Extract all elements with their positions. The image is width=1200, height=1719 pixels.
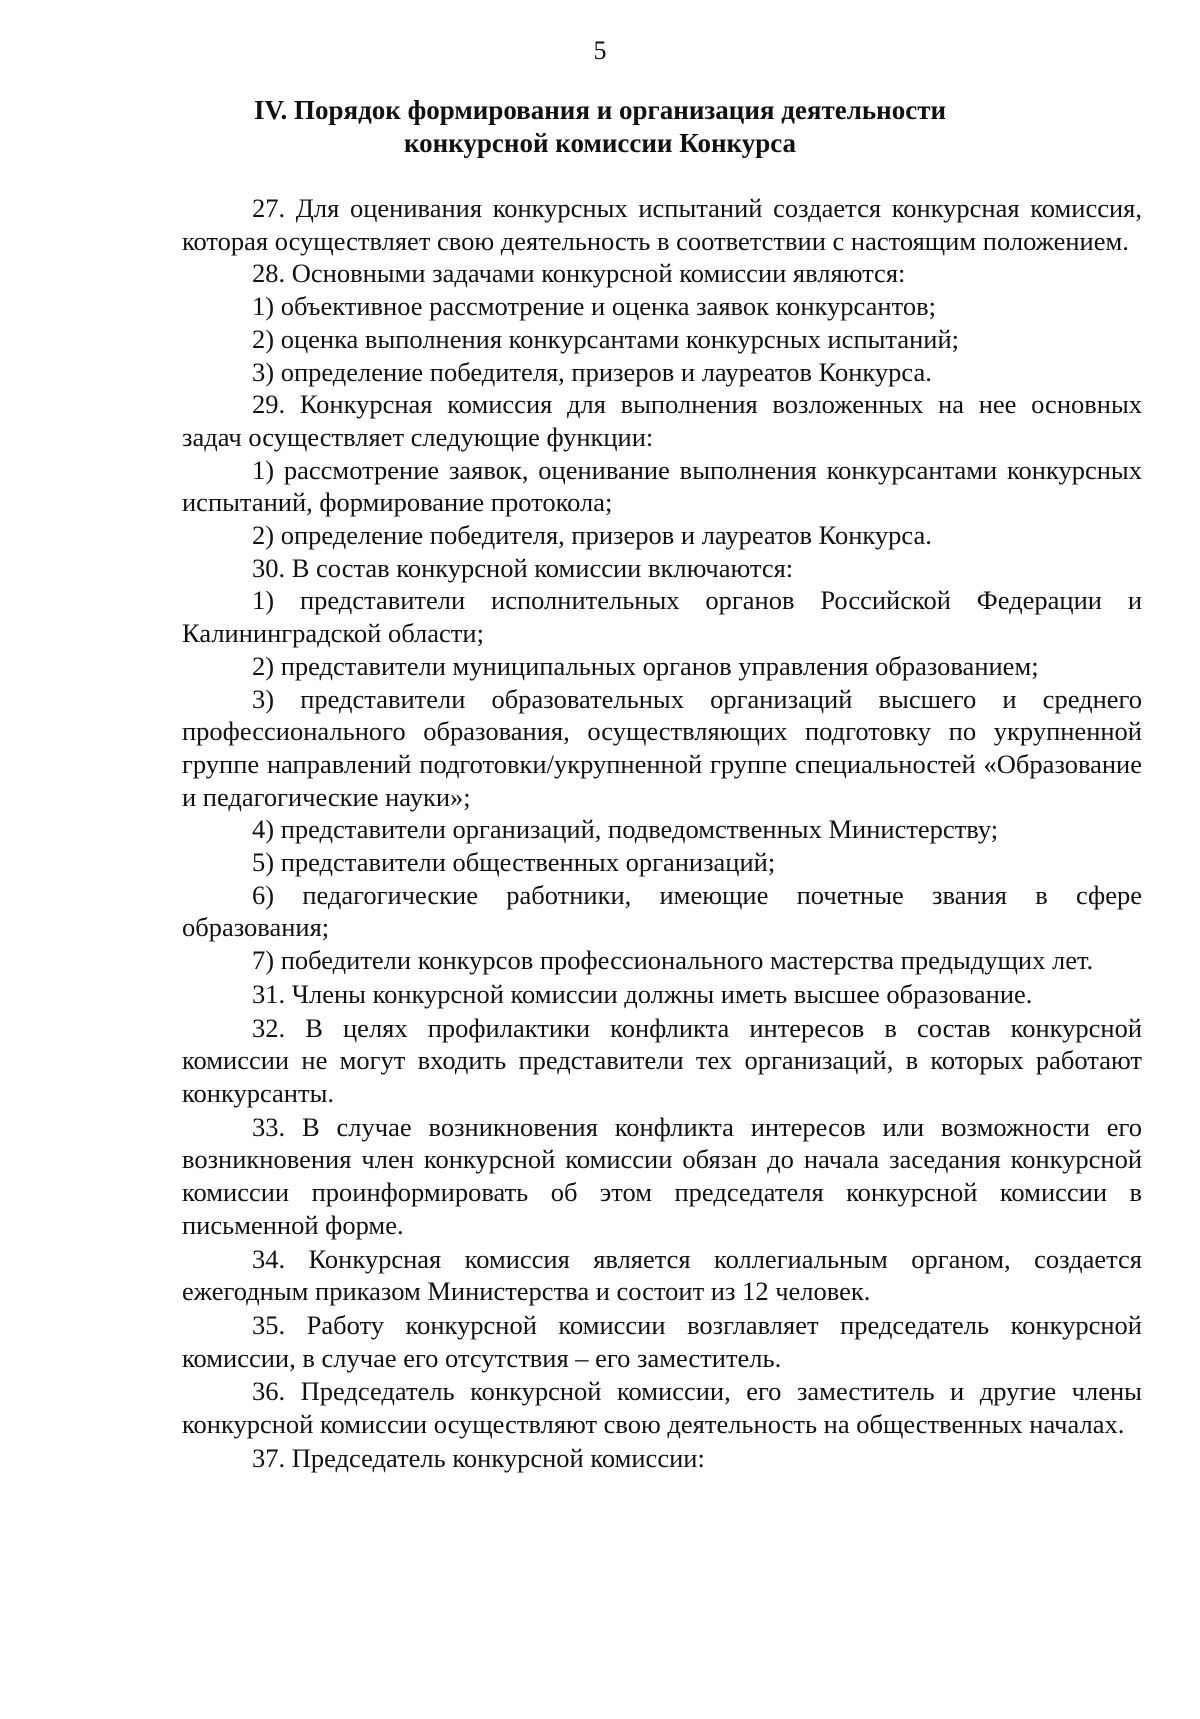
paragraph-37: 37. Председатель конкурсной комиссии: bbox=[252, 1442, 705, 1473]
paragraph-34: 34. Конкурсная комиссия является коллегиальным органом, создается ежегодным приказом Министерства и состоит из 12 человек. bbox=[182, 1243, 1142, 1307]
list-item-28-3: 3) определение победителя, призеров и лауреатов Конкурса. bbox=[252, 356, 932, 387]
list-item-30-5: 5) представители общественных организаций; bbox=[252, 847, 776, 878]
section-heading-line-1: IV. Порядок формирования и организация деятельности bbox=[253, 95, 947, 125]
section-heading-line-2: конкурсной комиссии Конкурса bbox=[403, 128, 797, 158]
paragraph-30: 30. В состав конкурсной комиссии включаются: bbox=[252, 552, 794, 583]
paragraph-32: 32. В целях профилактики конфликта интересов в состав конкурсной комиссии не могут входить представители тех организаций, в которых работают конкурсанты. bbox=[182, 1012, 1142, 1108]
paragraph-28: 28. Основными задачами конкурсной комиссии являются: bbox=[252, 258, 906, 289]
paragraph-27: 27. Для оценивания конкурсных испытаний создается конкурсная комиссия, которая осуществляет свою деятельность в соответствии с настоящим положением. bbox=[182, 193, 1142, 256]
list-item-30-2: 2) представители муниципальных органов управления образованием; bbox=[252, 650, 1039, 681]
paragraph-35: 35. Работу конкурсной комиссии возглавляет председатель конкурсной комиссии, в случае его отсутствия – его заместитель. bbox=[182, 1309, 1142, 1373]
list-item-30-6: 6) педагогические работники, имеющие почетные звания в сфере образования; bbox=[182, 879, 1142, 943]
paragraph-29: 29. Конкурсная комиссия для выполнения возложенных на нее основных задач осуществляет следующие функции: bbox=[182, 389, 1142, 452]
paragraph-36: 36. Председатель конкурсной комиссии, его заместитель и другие члены конкурсной комиссии осуществляют свою деятельность на общественных началах. bbox=[182, 1376, 1142, 1440]
list-item-29-1: 1) рассмотрение заявок, оценивание выполнения конкурсантами конкурсных испытаний, формирование протокола; bbox=[182, 454, 1142, 518]
section-heading bbox=[0, 94, 1200, 160]
paragraph-31: 31. Члены конкурсной комиссии должны иметь высшее образование. bbox=[252, 978, 1033, 1009]
body-text bbox=[182, 192, 1142, 1474]
paragraph-33: 33. В случае возникновения конфликта интересов или возможности его возникновения член конкурсной комиссии обязан до начала заседания конкурсной комиссии проинформировать об этом председателя конкурсной комиссии в письменной форме. bbox=[182, 1111, 1142, 1240]
list-item-28-2: 2) оценка выполнения конкурсантами конкурсных испытаний; bbox=[252, 323, 959, 354]
list-item-30-7: 7) победители конкурсов профессионального мастерства предыдущих лет. bbox=[252, 945, 1094, 976]
page-number: 5 bbox=[593, 36, 607, 65]
list-item-29-2: 2) определение победителя, призеров и лауреатов Конкурса. bbox=[252, 520, 932, 551]
list-item-30-4: 4) представители организаций, подведомственных Министерству; bbox=[252, 814, 999, 845]
list-item-28-1: 1) объективное рассмотрение и оценка заявок конкурсантов; bbox=[252, 291, 936, 322]
list-item-30-1: 1) представители исполнительных органов Российской Федерации и Калининградской области; bbox=[182, 585, 1142, 649]
list-item-30-3: 3) представители образовательных организаций высшего и среднего профессионального образования, осуществляющих подготовку по укрупненной группе направлений подготовки/укрупненной группе специальностей «Образование и педагогические науки»; bbox=[182, 683, 1142, 812]
